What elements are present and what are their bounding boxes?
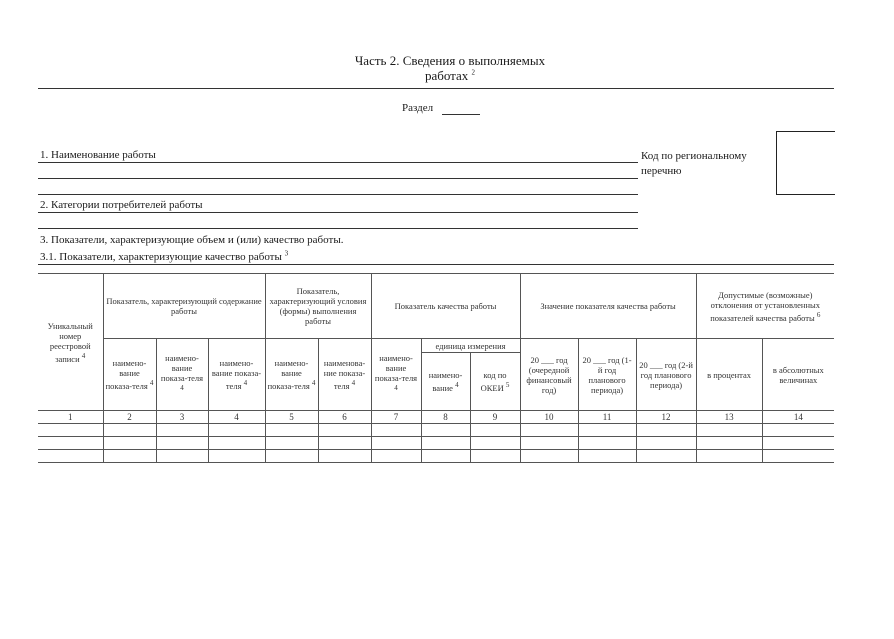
conditions-name-2-header <box>318 339 371 411</box>
part-title <box>300 53 600 83</box>
table-cell[interactable] <box>318 437 371 450</box>
column-number: 12 <box>636 411 696 424</box>
work-name-line-1[interactable] <box>38 162 638 163</box>
content-indicator-header: Показатель, характеризующий содержание работы <box>103 274 265 339</box>
table-cell[interactable] <box>208 450 265 463</box>
column-number: 11 <box>578 411 636 424</box>
column-number: 7 <box>371 411 421 424</box>
table-cell[interactable] <box>208 437 265 450</box>
column-number: 3 <box>156 411 208 424</box>
quality-indicators-heading <box>40 251 288 264</box>
conditions-indicator-header: Показатель, характеризующий условия (формы) выполнения работы <box>265 274 371 339</box>
quality-indicators-label: 3.1. Показатели, характеризующие качество работы <box>40 251 282 263</box>
table-cell[interactable] <box>156 450 208 463</box>
table-cell[interactable] <box>318 424 371 437</box>
deviation-percent-header: в процентах <box>696 339 762 411</box>
table-cell[interactable] <box>421 424 470 437</box>
table-cell[interactable] <box>38 450 103 463</box>
header-row-1 <box>38 274 834 339</box>
table-cell[interactable] <box>371 450 421 463</box>
column-number: 4 <box>208 411 265 424</box>
header-row-2 <box>38 339 834 353</box>
unit-name-note: 4 <box>455 381 459 390</box>
table-cell[interactable] <box>520 424 578 437</box>
table-cell[interactable] <box>696 437 762 450</box>
column-number: 9 <box>470 411 520 424</box>
table-cell[interactable] <box>371 437 421 450</box>
conditions-name-1-text: наимено-вание показа-теля <box>267 358 310 391</box>
work-name-line-3[interactable] <box>38 194 638 195</box>
deviation-header <box>696 274 834 339</box>
regional-code-label-line2: перечню <box>641 165 682 177</box>
column-number: 5 <box>265 411 318 424</box>
column-number: 8 <box>421 411 470 424</box>
consumer-category-label: 2. Категории потребителей работы <box>40 199 203 211</box>
part-title-line2-wrap <box>300 68 600 83</box>
column-number-row <box>38 411 834 424</box>
quality-value-header: Значение показателя качества работы <box>520 274 696 339</box>
table-cell[interactable] <box>265 424 318 437</box>
conditions-name-2-text: наименова-ние показа-теля <box>323 358 366 391</box>
quality-name-note: 4 <box>394 384 398 393</box>
column-number: 14 <box>762 411 834 424</box>
unit-code-note: 5 <box>505 381 510 390</box>
table-cell[interactable] <box>265 450 318 463</box>
unique-record-header-note: 4 <box>81 351 86 360</box>
table-cell[interactable] <box>520 437 578 450</box>
table-cell[interactable] <box>636 450 696 463</box>
column-number: 13 <box>696 411 762 424</box>
unique-record-header <box>38 274 103 411</box>
table-row <box>38 437 834 450</box>
work-name-line-2[interactable] <box>38 178 638 179</box>
regional-code-label <box>641 150 747 178</box>
table-cell[interactable] <box>265 437 318 450</box>
unit-code-text: код по ОКЕИ <box>480 370 507 393</box>
table-cell[interactable] <box>421 437 470 450</box>
table-cell[interactable] <box>470 424 520 437</box>
table-cell[interactable] <box>38 424 103 437</box>
consumer-category-line-2[interactable] <box>38 228 638 229</box>
part-title-line1: Часть 2. Сведения о выполняемых <box>354 53 546 68</box>
section-number-field[interactable] <box>442 103 480 115</box>
deviation-header-note: 6 <box>816 310 821 319</box>
table-cell[interactable] <box>470 437 520 450</box>
conditions-name-1-header <box>265 339 318 411</box>
unit-name-text: наимено-вание <box>428 370 463 393</box>
table-cell[interactable] <box>696 424 762 437</box>
year-1-header: 20 ___ год (очередной финансовый год) <box>520 339 578 411</box>
year-3-header: 20 ___ год (2-й год планового периода) <box>636 339 696 411</box>
quality-indicators-footnote: 3 <box>284 249 289 258</box>
regional-code-box[interactable] <box>776 131 835 195</box>
content-name-1-header <box>103 339 156 411</box>
content-name-2-text: наимено-вание показа-теля <box>160 353 204 384</box>
content-name-2-note: 4 <box>180 384 184 393</box>
column-number: 2 <box>103 411 156 424</box>
table-cell[interactable] <box>578 450 636 463</box>
volume-quality-label: 3. Показатели, характеризующие объем и (или) качество работы. <box>40 234 344 246</box>
unit-code-header <box>470 353 520 411</box>
conditions-name-2-note: 4 <box>351 379 356 388</box>
column-number: 6 <box>318 411 371 424</box>
table-cell[interactable] <box>578 437 636 450</box>
table-row <box>38 450 834 463</box>
table-cell[interactable] <box>520 450 578 463</box>
table-cell[interactable] <box>470 450 520 463</box>
content-name-3-header <box>208 339 265 411</box>
section-row <box>402 102 480 115</box>
table-cell[interactable] <box>762 437 834 450</box>
year-2-header: 20 ___ год (1-й год планового периода) <box>578 339 636 411</box>
table-cell[interactable] <box>762 450 834 463</box>
table-cell[interactable] <box>578 424 636 437</box>
quality-name-text: наимено-вание показа-теля <box>374 353 418 384</box>
part-title-footnote: 2 <box>471 68 476 77</box>
table-cell[interactable] <box>156 424 208 437</box>
content-name-2-header <box>156 339 208 411</box>
table-cell[interactable] <box>636 437 696 450</box>
table-cell[interactable] <box>762 424 834 437</box>
content-name-1-note: 4 <box>149 379 154 388</box>
column-number: 1 <box>38 411 103 424</box>
table-cell[interactable] <box>421 450 470 463</box>
table-cell[interactable] <box>318 450 371 463</box>
deviation-header-text: Допустимые (возможные) отклонения от установленных показателей качества работы <box>710 289 820 323</box>
quality-indicator-header: Показатель качества работы <box>371 274 520 339</box>
section-label: Раздел <box>402 102 434 114</box>
conditions-name-1-note: 4 <box>311 379 316 388</box>
deviation-absolute-header: в абсолютных величинах <box>762 339 834 411</box>
quality-name-header <box>371 339 421 411</box>
table-cell[interactable] <box>156 437 208 450</box>
quality-indicators-table <box>38 273 834 463</box>
content-name-3-note: 4 <box>243 379 248 388</box>
content-name-1-text: наимено-вание показа-теля <box>105 358 148 391</box>
regional-code-label-line1: Код по региональному <box>641 150 747 162</box>
table-cell[interactable] <box>208 424 265 437</box>
column-number: 10 <box>520 411 578 424</box>
quality-heading-rule <box>38 264 834 265</box>
table-cell[interactable] <box>103 424 156 437</box>
consumer-category-line-1[interactable] <box>38 212 638 213</box>
unit-header: единица измерения <box>421 339 520 353</box>
title-rule <box>38 88 834 89</box>
table-cell[interactable] <box>371 424 421 437</box>
part-title-line2: работах <box>424 68 469 83</box>
table-cell[interactable] <box>696 450 762 463</box>
table-cell[interactable] <box>103 450 156 463</box>
table-cell[interactable] <box>636 424 696 437</box>
table-cell[interactable] <box>38 437 103 450</box>
table-row <box>38 424 834 437</box>
work-name-label: 1. Наименование работы <box>40 149 156 161</box>
unit-name-header <box>421 353 470 411</box>
unique-record-header-text: Уникальный номер реестровой записи <box>47 320 93 364</box>
content-name-3-text: наимено-вание показа-теля <box>211 358 262 391</box>
table-cell[interactable] <box>103 437 156 450</box>
